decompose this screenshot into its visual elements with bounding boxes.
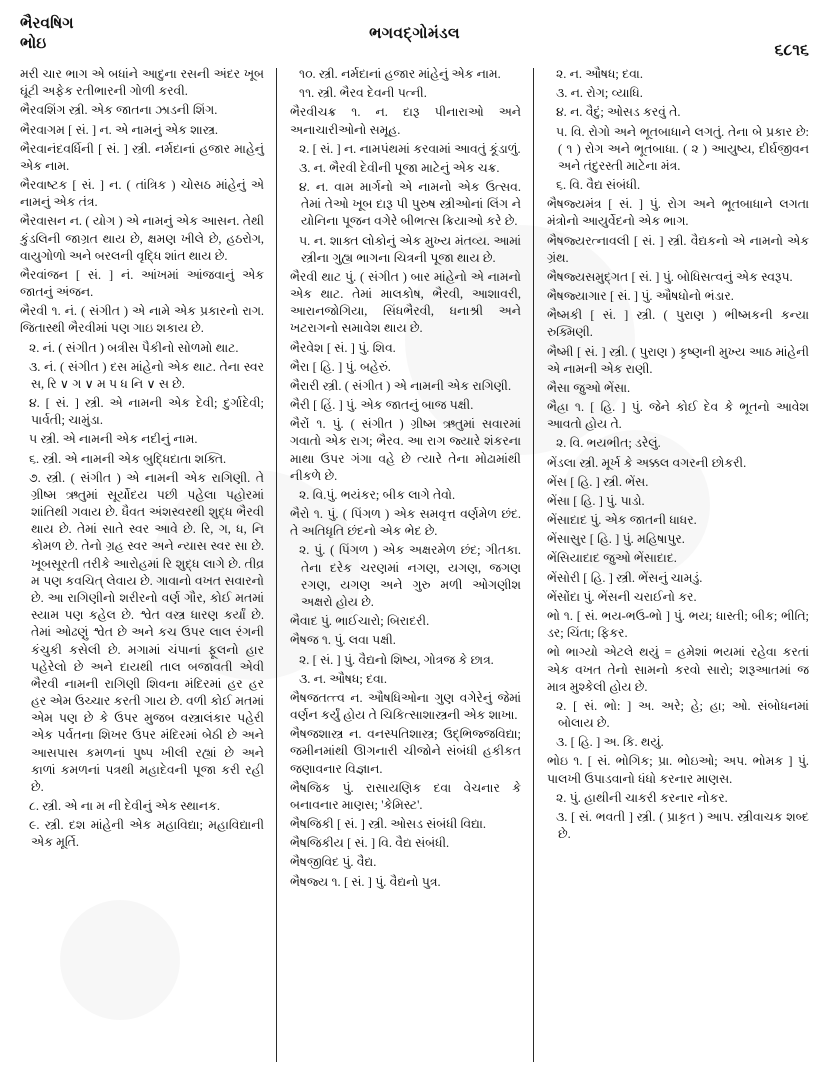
dictionary-entry: [547, 474, 809, 491]
dictionary-sense: [20, 431, 264, 448]
dictionary-entry: [547, 512, 809, 529]
dictionary-sense: [20, 451, 264, 468]
entry-line: નામનો એક ગ્રંથ.: [547, 233, 809, 265]
entry-line: અને ખટરાગનો સમાવેશ થાય છે.: [290, 304, 521, 336]
book-title: ભગવદ્ગોમંડલ: [369, 25, 460, 42]
entry-line: ૨. વિ.પું. ભયંકર; બીક લાગે તેવો.: [299, 487, 456, 502]
entry-line: ભૈરવશિંગ સ્ત્રી. એક જાતના ઝાડની શિંગ.: [20, 103, 218, 118]
entry-line: રહ્યાં છે અને કાળાં કમળનાં પત્રથી મહાદેવની: [31, 745, 264, 777]
entry-line: રાગ. જિતાસ્થી ભૈરવીમાં પણ ગાઇ શકાય છે.: [20, 304, 264, 336]
dictionary-sense: [547, 85, 809, 102]
dictionary-sense: [290, 85, 521, 102]
entry-line: તેથી કુંડલિની જાગ્રત થાય છે, ક્ષમણ ખીલે છે,: [20, 214, 264, 246]
dictionary-entry: [20, 213, 264, 265]
entry-line: ૨. પું. હાથીની ચાકરી કરનાર નોકર.: [556, 790, 728, 805]
entry-line: ભેંસ [ હિ. ] સ્ત્રી. ભેંસ.: [547, 474, 649, 489]
dictionary-entry: [547, 608, 809, 642]
entry-line: ભૈષજશાસ્ત્ર ન. વનસ્પતિશાસ્ત્ર; ઉદ્‌ભિજ્જવિદ્યા;: [290, 727, 521, 742]
running-head-first-entry: ભૈરવષિગ: [20, 15, 74, 32]
entry-line: ૪. ન. વામ માર્ગનો એ નામનો એક ઉત્સવ.: [299, 180, 521, 195]
dictionary-entry: [290, 632, 521, 649]
entry-line: મતમાં એમ પણ છે કે ઉપર મુજબ વસ્ત્રાલંકાર: [31, 694, 264, 726]
entry-line: ભો ભાગ્યો એટલે થયું = હમેશાં ભયમાં: [547, 645, 746, 660]
entry-line: ભેંસાદાદ પું. એક જાતની ધાધર.: [547, 513, 697, 528]
dictionary-entry: [547, 307, 809, 341]
dictionary-sense: [547, 66, 809, 83]
dictionary-entry: [290, 726, 521, 778]
entry-line: ભૈરોં ૧. પું. ( સંગીત ) ગ્રીષ્મ ઋતુમાં સવારમાં: [290, 417, 521, 432]
dictionary-entry: [290, 104, 521, 138]
entry-line: કન્યા રુક્મિણી.: [547, 308, 809, 340]
entry-line: અનાચારીઓનો સમૂહ.: [290, 122, 401, 137]
dictionary-entry: [547, 288, 809, 305]
entry-line: ભૈરવી થાટ પું. ( સંગીત ) બાર માંહેનો એ: [290, 269, 484, 284]
entry-line: ભૈરવાંજન [ સં. ] નં. આંખમાં આંજવાનું: [20, 267, 235, 282]
entry-line: ભૈરી [ હિં. ] પું. એક જાતનું બાજ પક્ષી.: [290, 398, 474, 413]
entry-line: ૬. સ્ત્રી. એ નામની એક બુદ્ધિદાતા શક્તિ.: [29, 451, 227, 466]
entry-line: કંચુકી કસેલી છે. મગામાં ચંપાનાં ફૂલનો હાર: [31, 642, 264, 657]
dictionary-sense: [290, 160, 521, 177]
entry-line: મહાવિદ્યાની એક મૂર્તિ.: [31, 818, 264, 850]
dictionary-entry: [290, 780, 521, 814]
dictionary-sense: [547, 698, 809, 732]
dictionary-entry: [20, 267, 264, 301]
entry-line: રાગિણી.: [472, 378, 512, 393]
dictionary-sense: [20, 798, 264, 815]
dictionary-entry: [290, 359, 521, 376]
entry-line: ૩. [ હિ. ] અ. કિ. થયું.: [556, 735, 664, 750]
entry-line: ભૈષજતત્ત્વ ન. ઔષધિઓના ગુણ વગેરેનું જેમાં: [290, 690, 521, 705]
entry-line: એક જાતનું અંજન.: [20, 267, 264, 300]
entry-line: આઠ માંહેની એ નામની એક રાણી.: [547, 344, 809, 376]
entry-line: ભૈષજ્યમંત્ર [ સં. ] પું. રોગ અને ભૂતબાધાને: [547, 197, 773, 212]
entry-line: ભૈહ્રા ૧. [ હિ. ] પું. જેને કોઈ દેવ કે ભૂતનો: [547, 400, 770, 415]
entry-line: ભેંસોંદા પું. ભેંસની ચરાઈનો કર.: [547, 589, 697, 604]
entry-line: ૫ સ્ત્રી. એ નામની એક નદીનું નામ.: [29, 432, 198, 447]
dictionary-entry: [290, 340, 521, 357]
entry-line: ૩. ન. ઔષધ; દવા.: [299, 671, 387, 686]
running-head-last-entry: ભોઇ: [20, 35, 47, 53]
entry-line: હઠરોગ, વાયુગોળો અને બરલની વૃદ્ધિ શાંત: [20, 231, 264, 263]
dictionary-sense: [20, 359, 264, 393]
dictionary-entry: [290, 378, 521, 395]
dictionary-sense: [547, 809, 809, 843]
entry-line: વર્ણન કર્યું હોય તે ચિકિત્સાશાસ્ત્રની એક શાખા.: [290, 708, 518, 723]
entry-line: તે ગ્રીષ્મ ઋતુમાં સૂર્યોદય પછી પહેલા પહોરમાં: [31, 470, 264, 502]
text-column-1: [20, 66, 276, 1078]
entry-line: ૨. નં. ( સંગીત ) બત્રીસ પૈકીનો સોળમો થાટ.: [29, 340, 239, 355]
entry-line: ભેંસોરી [ હિ. ] સ્ત્રી. ભેંસનું ચામડું.: [547, 570, 703, 585]
dictionary-entry: [20, 122, 264, 139]
entry-line: ભૈરો ૧. પું. ( પિંગળ ) એક સમવૃત્ત વર્ણમેળ: [290, 507, 498, 522]
entry-line: ૫. ન. શાક્ત લોકોનું એક મુખ્ય મંતવ્ય. આમાં: [299, 233, 521, 248]
dictionary-sense: [547, 435, 809, 452]
dictionary-sense: [290, 141, 521, 158]
dictionary-entry: [547, 344, 809, 378]
dictionary-sense: [20, 470, 264, 796]
running-head: [20, 14, 809, 66]
dictionary-entry: [20, 141, 264, 175]
entry-line: યગણ અને ગુરુ મળી ઓગણીશ અક્ષરો હોય છે.: [301, 577, 521, 609]
dictionary-entry: [547, 589, 809, 606]
entry-line: માહેનું એક નામ.: [20, 141, 264, 173]
dictionary-sense: [547, 734, 809, 751]
entry-line: જમીનમાંથી ઊગનારી ચીજોને સંબંધી હકીકત: [290, 744, 521, 759]
entry-line: થાય છે.: [188, 248, 228, 263]
entry-line: બે પ્રકાર છે: ( ૧ ) રોગ અને ભૂતબાધા. ( ૨ ): [558, 124, 809, 156]
entry-line: ભેંસિયાદાદ જુઓ ભેંસાદાદ.: [547, 551, 677, 566]
dictionary-entry: [20, 66, 264, 100]
entry-line: શરીરનો વર્ણ ગૌર, કોઈ મતમાં સ્યામ પણ: [31, 590, 265, 623]
dictionary-sense: [290, 66, 521, 83]
dictionary-sense: [290, 179, 521, 231]
entry-line: ભૈષ્મકી [ સં. ] સ્ત્રી. ( પુરાણ ) ભીષ્મકની: [547, 308, 773, 323]
dictionary-entry: [547, 550, 809, 567]
entry-line: શંકરના માથા ઉપર ગંગા વહે છે ત્યારે તેના: [290, 434, 521, 466]
entry-line: ૭. સ્ત્રી. ( સંગીત ) એ નામની એક રાગિણી.: [29, 470, 251, 485]
entry-line: ભૈરવાષ્ટક [ સં. ] ન. ( તાંત્રિક ) ચોસઠ માંહેનું: [20, 178, 246, 193]
entry-line: ૬. વિ. વૈદ્ય સંબંધી.: [556, 178, 641, 193]
entry-line: છંદ. તે અતિધૃતિ છંદનો એક ભેદ છે.: [290, 507, 521, 539]
dictionary-entry: [547, 233, 809, 267]
entry-line: બેઠી છે અને આસપાસ કમળનાં પુષ્પ ખીલી: [31, 728, 264, 760]
dictionary-entry: [290, 506, 521, 540]
dictionary-entry: [547, 644, 809, 696]
dictionary-sense: [20, 817, 264, 851]
entry-line: જણાવનાર વિજ્ઞાન.: [290, 761, 383, 776]
entry-line: તેના દરેક ચરણમાં નગણ, યગણ, જગણ રગણ,: [301, 560, 521, 592]
entry-line: યોનિના પૂજન વગેરે બીભત્સ ક્રિયાઓ કરે છે.: [301, 214, 518, 229]
entry-line: એ નામનું એક તંત્ર.: [20, 178, 264, 210]
page-number: ૬૮૧૬: [774, 42, 809, 59]
entry-line: ભૈરવેશ [ સં. ] પું. શિવ.: [290, 340, 396, 355]
entry-line: સ્વર સ, રિ ∨ ગ ∨ મ પ ધ નિ ∨ સ છે.: [31, 359, 264, 391]
entry-line: ૨. [ સં. ] ન. નામપંથમાં કરવામાં આવતું કૂંડાળું.: [299, 141, 521, 156]
column-layout: [20, 66, 809, 1078]
entry-line: આયુષ્ય, દીર્ઘજીવન અને તંદુરસ્તી માટેના મંત્ર.: [558, 141, 809, 173]
entry-line: માણસ.: [696, 771, 733, 786]
entry-line: સંબોધનમાં બોલાય છે.: [558, 698, 809, 731]
dictionary-sense: [290, 671, 521, 688]
entry-line: તેમાં તેઓ ખૂબ દારૂ પી પુરુષ સ્ત્રીઓનાં લિંગ ને: [301, 197, 521, 212]
dictionary-sense: [290, 487, 521, 504]
dictionary-entry: [547, 269, 809, 286]
entry-line: સ્ત્રીવાચક શબ્દ છે.: [558, 809, 809, 842]
entry-line: ૫. વિ. રોગો અને ભૂતબાધાને લગતું. તેના: [556, 124, 749, 139]
dictionary-entry: [20, 177, 264, 211]
entry-line: રહેવા કરતાં એક વખત તેનો સામનો કરવો: [547, 645, 809, 677]
dictionary-sense: [20, 395, 264, 429]
dictionary-entry: [290, 416, 521, 485]
dictionary-sense: [20, 340, 264, 357]
dictionary-entry: [290, 690, 521, 724]
entry-line: ઓઢણું શ્વેત છે અને કચ ઉપર લાલ રંગની: [55, 625, 264, 640]
dictionary-entry: [20, 102, 264, 119]
dictionary-entry: [290, 269, 521, 338]
dictionary-entry: [547, 399, 809, 433]
entry-line: ભૈષ્મી [ સં. ] સ્ત્રી. ( પુરાણ ) કૃષ્ણની મુખ્ય: [547, 344, 746, 359]
dictionary-sense: [290, 233, 521, 267]
entry-line: ૨. ન. ઔષધ; દવા.: [556, 67, 643, 81]
entry-line: ૨. વિ. ભયભીત; ડરેલું.: [556, 436, 661, 451]
entry-line: ભૈવાદ પું. ભાઈચારો; બિરાદરી.: [290, 614, 430, 629]
entry-line: ગવાતો એક રાગ; ભૈરવ. આ રાગ જ્યારે: [290, 434, 481, 449]
entry-line: નામનો એક થાટ. તેમાં માલકોષ, ભૈરવી,: [290, 269, 521, 302]
dictionary-entry: [547, 570, 809, 587]
entry-line: કોમળ છે. તેનો ગ્રહ સ્વર અને ન્યાસ સ્વર: [31, 539, 231, 554]
entry-line: હર હર એમ ઉચ્ચાર કરતી ગાય છે. વળી કોઈ: [31, 676, 264, 709]
entry-line: બનાવનાર માણસ; 'કેમિસ્ટ'.: [290, 797, 423, 812]
entry-line: ૩. [ સં. ભવતી ] સ્ત્રી. ( પ્રાકૃત ) આપ.: [556, 809, 734, 824]
entry-line: ૩. ન. ભૈરવી દેવીની પૂજા માટેનું એક ચક્ર.: [299, 160, 500, 175]
entry-line: ૩. નં. ( સંગીત ) દસ માંહેનો એક થાટ. તેના: [29, 359, 241, 374]
entry-line: ૮. સ્ત્રી. એ ના મ ની દેવીનું એક સ્થાનક.: [29, 799, 220, 814]
entry-line: ભૈષજ્યરત્નાવલી [ સં. ] સ્ત્રી. વૈદ્યકનો એ: [547, 233, 746, 248]
entry-line: સ્ત્રીના ગુહ્ય ભાગના ચિત્રની પૂજા થાય છે.: [301, 250, 496, 265]
entry-line: મોઢામાંથી નીકળે છે.: [290, 451, 521, 483]
entry-line: ભૈરવાગમ [ સં. ] ન. એ નામનું એક શાસ્ત્ર.: [20, 122, 218, 137]
entry-line: શાંતિથી ગવાય છે. ધૈવત અંશસ્વરથી શુદ્ધ ભૈરવી: [31, 505, 264, 520]
entry-line: ભૈરવીચક્ર ૧. ન. દારૂ પીનારાઓ અને: [290, 105, 521, 120]
entry-line: આવેશ આવતો હોય તે.: [547, 400, 809, 432]
dictionary-sense: [547, 790, 809, 807]
dictionary-entry: [547, 380, 809, 397]
dictionary-entry: [547, 753, 809, 787]
dictionary-sense: [547, 124, 809, 176]
dictionary-entry: [290, 874, 521, 891]
entry-line: આશાવરી, આરાનજોગિયા, સિંધભૈરવી, ધનાશ્રી: [290, 287, 521, 319]
entry-line: અંદર ખૂબ ઘૂંટી અફેક રતીભારની ગોળી કરવી.: [20, 67, 264, 99]
entry-line: ભેંસા [ હિ. ] પું. પાડો.: [547, 493, 645, 508]
dictionary-entry: [547, 196, 809, 230]
entry-line: ભોમક ] પું. પાલખી ઉપાડવાનો ધંધો કરનાર: [547, 754, 809, 786]
entry-line: પૂજા કરી રહી છે.: [31, 762, 264, 794]
entry-line: ભૈષજિકીય [ સં. ] વિ. વૈદ્ય સંબંધી.: [290, 836, 450, 851]
text-column-2: [277, 66, 533, 1078]
entry-line: પહેરી એક પર્વતના શિખર ઉપર મંદિરમાં: [31, 711, 264, 743]
entry-line: ૩. ન. રોગ; વ્યાધિ.: [556, 86, 643, 101]
entry-line: પાર્વતી; ચામુંડા.: [31, 413, 103, 428]
dictionary-sense: [290, 652, 521, 669]
entry-line: ભૈરવાસન ન. ( યોગ ) એ નામનું એક આસન.: [20, 214, 240, 229]
dictionary-entry: [290, 816, 521, 833]
entry-line: ભૈષજિકી [ સં. ] સ્ત્રી. ઓસડ સંબંધી વિદ્યા.: [290, 817, 486, 832]
dictionary-entry: [290, 613, 521, 630]
entry-line: ભૈરવી ૧. નં. ( સંગીત ) એ નામે એક પ્રકારનો: [20, 304, 239, 319]
entry-line: ભૈષજ ૧. પું. લવા પક્ષી.: [290, 633, 396, 648]
entry-line: ગાવાનો વખત સવારનો છે. આ રાગિણીનો: [31, 573, 264, 605]
dictionary-entry: [547, 531, 809, 548]
entry-line: ભેંસાસુર [ હિ. ] પું. મહિષાપુર.: [547, 532, 685, 547]
entry-line: ૨. [ સં. ભો: ] અ. અરે; હે; હા; ઓ.: [556, 698, 751, 713]
entry-line: ભૈરારી સ્ત્રી. ( સંગીત ) એ નામની એક: [290, 378, 470, 393]
entry-line: ભૈષજ્યસમુદ્‌ગત [ સં. ] પું. બોધિસત્વનું એક: [547, 269, 758, 284]
entry-line: ભૈસા જુઓ ભેંસા.: [547, 380, 631, 395]
entry-line: કહેલ છે. શ્વેત વસ્ત્ર ધારણ કર્યાં છે. તેમાં: [31, 608, 264, 640]
entry-line: સા છે. ખૂબસૂરતી તરીકે આરોહમાં રિ શુદ્ધ: [31, 539, 265, 571]
entry-line: બીક; ભીતિ; ડર; ચિંતા; ફિકર.: [547, 608, 809, 641]
entry-line: ૯. સ્ત્રી. દશ માંહેની એક મહાવિદ્યા;: [29, 818, 203, 833]
entry-line: ભૈરવાનંદવર્ધિની [ સં. ] સ્ત્રી. નર્મદાનાં હજાર: [20, 141, 230, 156]
entry-line: ૧૦. સ્ત્રી. નર્મદાનાં હજાર માંહેનું એક નામ.: [299, 67, 501, 81]
text-column-3: [534, 66, 809, 1078]
entry-line: ભૈરવી નામની રાગિણી શિવના મંદિરમાં હર: [31, 676, 243, 691]
entry-line: સ્વરૂપ.: [761, 269, 793, 284]
dictionary-entry: [547, 455, 809, 472]
entry-line: પહેરેલો છે અને દાયથી તાલ બજાવતી એવી: [31, 659, 264, 674]
dictionary-entry: [290, 854, 521, 871]
entry-line: ભૈષજિક પું. રાસાયણિક દવા વેચનાર કે: [290, 780, 521, 795]
entry-line: ૪. ન. વૈદું; ઓસડ કરવું તે.: [556, 105, 681, 120]
entry-line: ભેંડલા સ્ત્રી. મૂર્ખ કે અક્કલ વગરની છોકરી.: [547, 455, 747, 470]
entry-line: લગતા મંત્રોનો આયુર્વેદનો એક ભાગ.: [547, 197, 809, 229]
entry-line: ભૈષજીવિદ પું. વૈદ્ય.: [290, 855, 377, 870]
entry-line: ભો ૧. [ સં. ભય-ભઉ-ભો ] પું. ભય; ધાસ્તી;: [547, 608, 748, 623]
entry-line: ૨. પું. ( પિંગળ ) એક અક્ષરમેળ છંદ; ગીતકા.: [299, 543, 521, 558]
entry-line: ૨. [ સં. ] પું. વૈદ્યનો શિષ્ય, ગોત્રજ કે છાત્ર.: [299, 652, 494, 667]
dictionary-sense: [547, 177, 809, 194]
entry-line: ૧૧. સ્ત્રી. ભૈરવ દેવની પત્ની.: [299, 86, 427, 101]
entry-line: લાગે છે. તીવ્ર મ પણ કવચિત્ લેવાય છે.: [31, 556, 264, 588]
dictionary-entry: [290, 835, 521, 852]
running-head-left: [20, 14, 220, 55]
entry-line: ભૈરા [ હિ. ] પું. બહેરું.: [290, 359, 391, 374]
entry-line: સારો; શરૂઆતમાં જ માત્ર મુશ્કેલી હોય છે.: [547, 662, 809, 694]
dictionary-entry: [20, 303, 264, 337]
dictionary-sense: [547, 104, 809, 121]
entry-line: ભોઇ ૧. [ સં. ભોગિક; પ્રા. ભોઇઓ; અપ.: [547, 754, 748, 769]
entry-line: ૪. [ સં. ] સ્ત્રી. એ નામની એક દેવી; દુર્ગાદેવી;: [29, 396, 264, 411]
dictionary-entry: [547, 493, 809, 510]
entry-line: ભૈષજ્ય ૧. [ સં. ] પું. વૈદ્યનો પુત્ર.: [290, 874, 441, 889]
entry-line: થાય છે. તેમાં સાતે સ્વર આવે છે. રિ, ગ, ધ, નિ: [31, 522, 264, 537]
entry-line: ભૈષજ્યાગાર [ સં. ] પું. ઔષધોનો ભંડાર.: [547, 289, 734, 304]
dictionary-sense: [290, 542, 521, 611]
dictionary-entry: [290, 397, 521, 414]
entry-line: મરી ચાર ભાગ એ બધાંને આદુના રસની: [20, 67, 210, 81]
